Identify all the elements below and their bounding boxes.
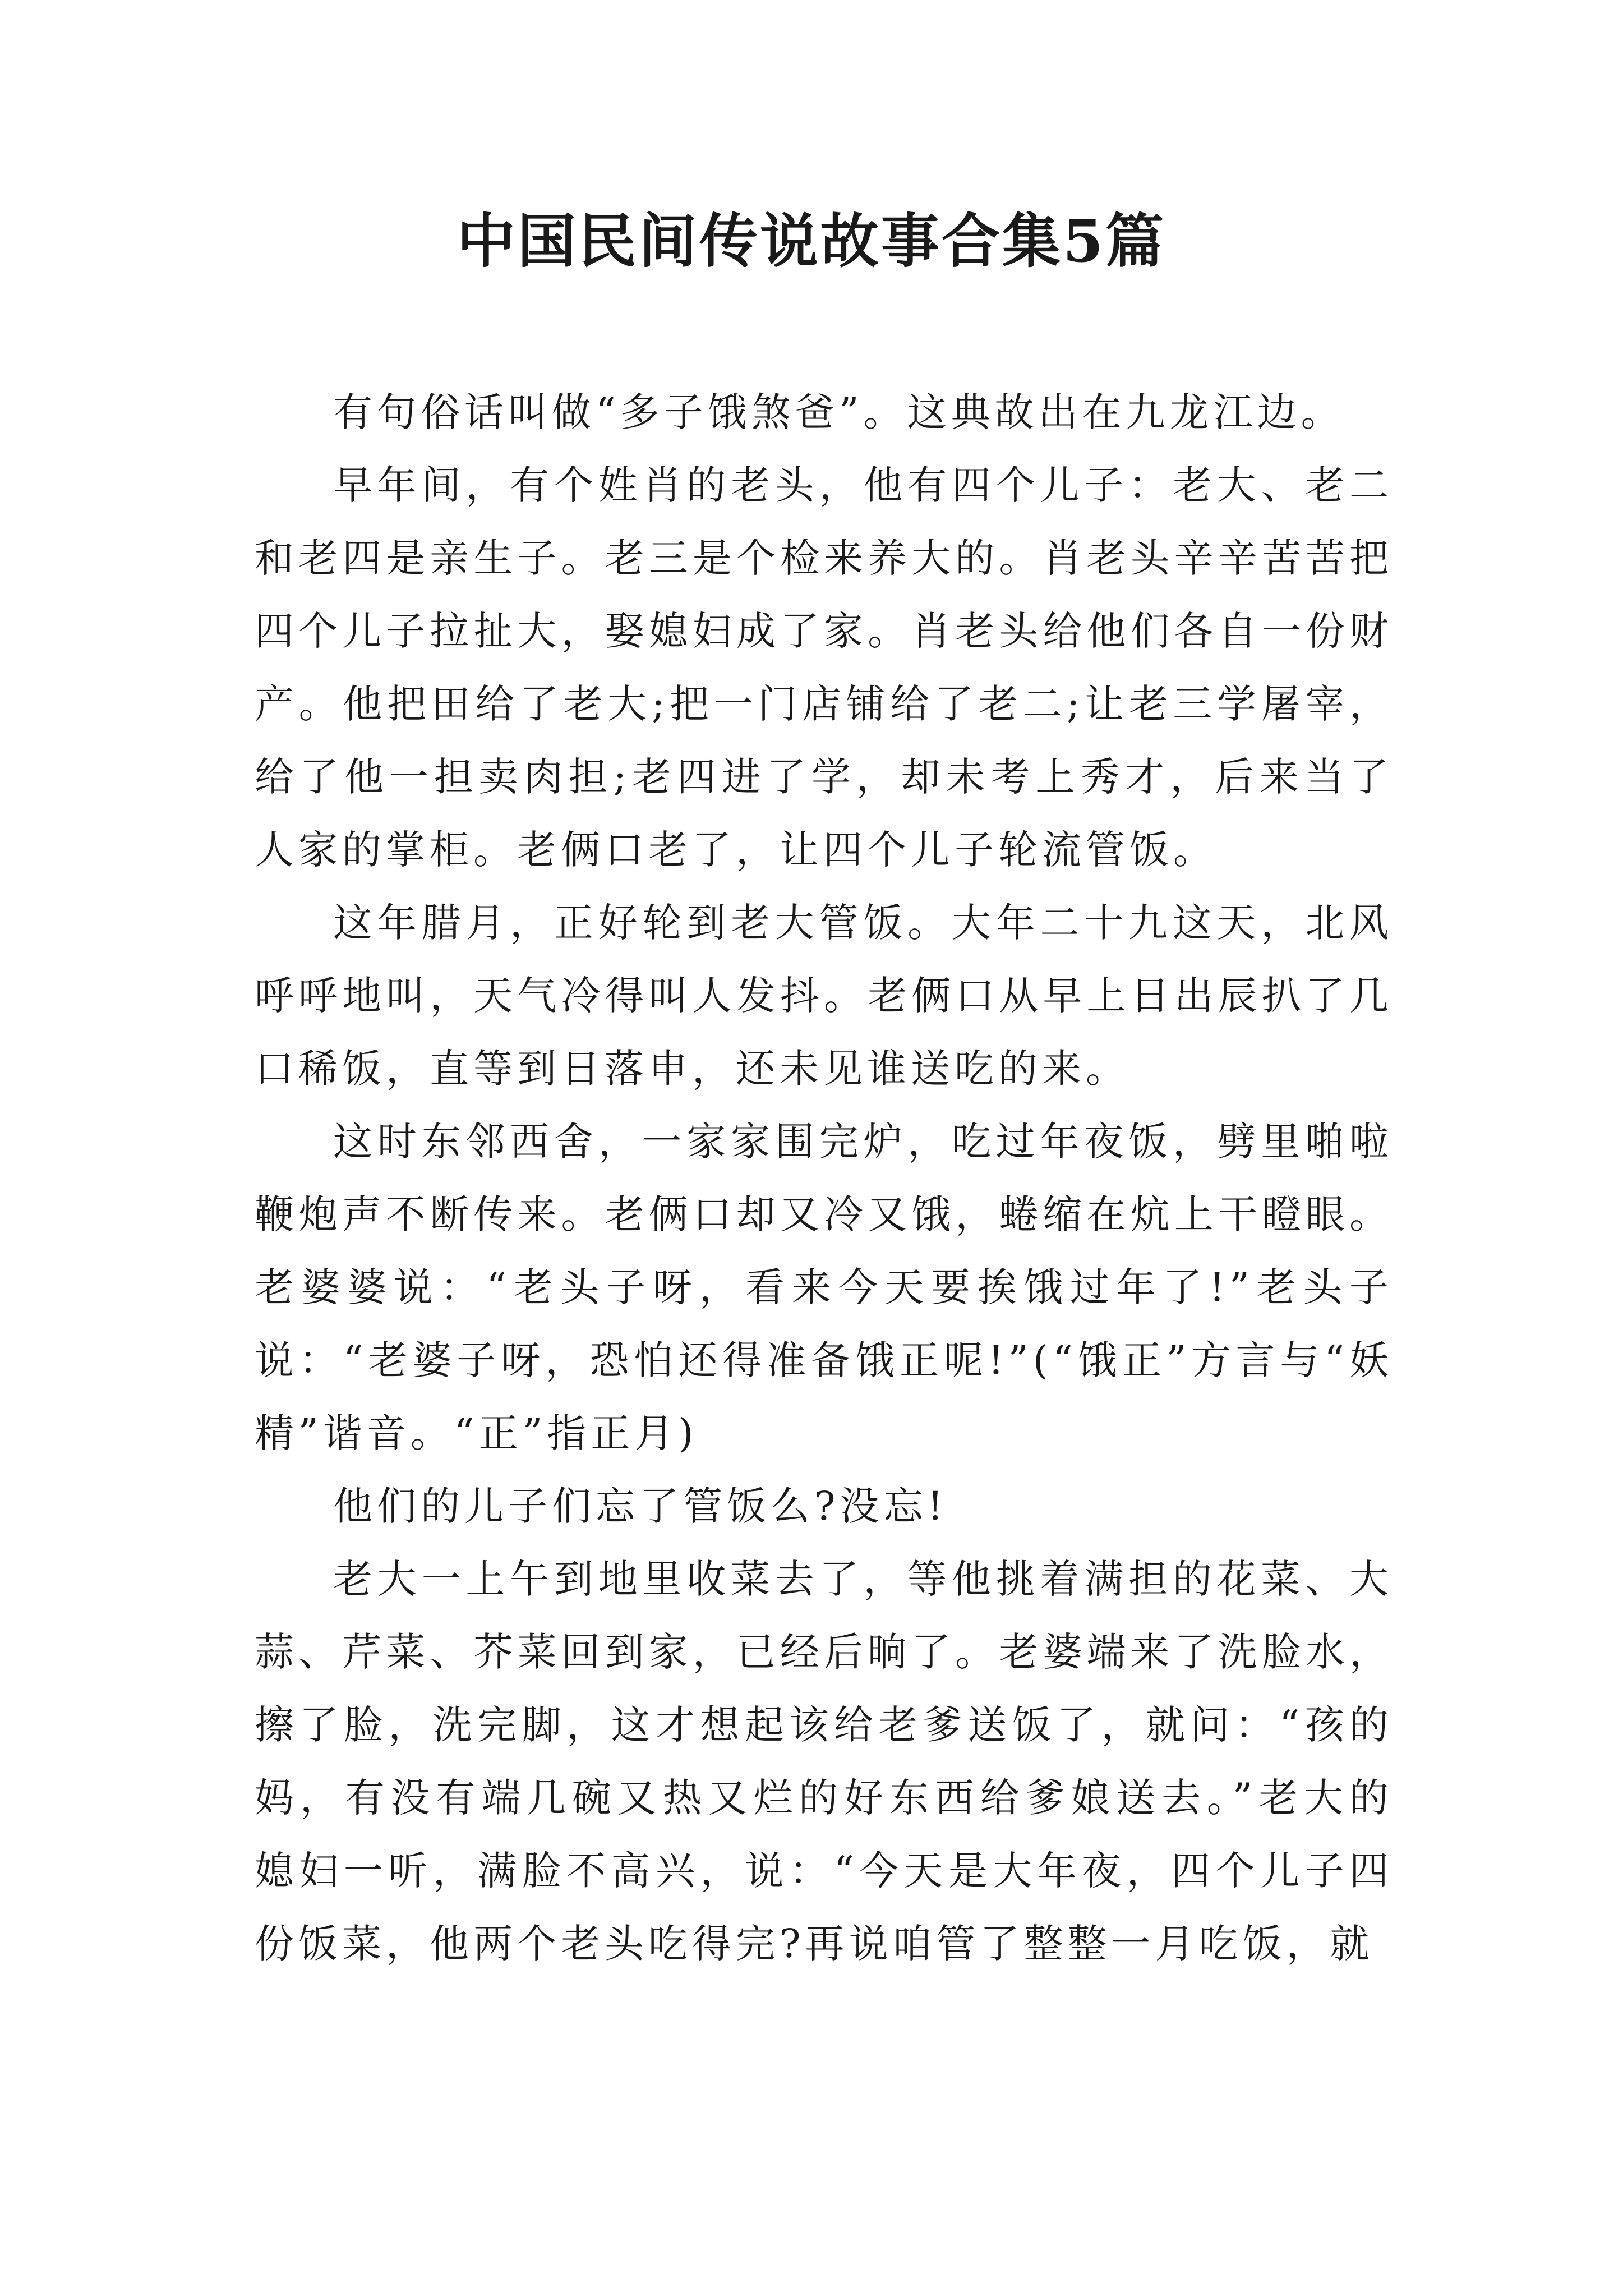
paragraph-4: 这时东邻西舍，一家家围完炉，吃过年夜饭，劈里啪啦鞭炮声不断传来。老俩口却又冷又饿，蜷缩在炕上干瞪眼。老婆婆说：“老头子呀，看来今天要挨饿过年了!”老头子说：“老婆子呀，恐怕还得准备饿正呢!”(“饿正”方言与“妖精”谐音。“正”指正月): [255, 1119, 1393, 1456]
document-title: 中国民间传说故事合集5篇: [457, 206, 1166, 275]
document-body: [255, 376, 1393, 1980]
paragraph-1: 有句俗话叫做“多子饿煞爸”。这典故出在九龙江边。: [333, 389, 1345, 435]
paragraph-3: 这年腊月，正好轮到老大管饭。大年二十九这天，北风呼呼地叫，天气冷得叫人发抖。老俩口从早上日出辰扒了几口稀饭，直等到日落申，还未见谁送吃的来。: [255, 900, 1393, 1092]
paragraph-2: 早年间，有个姓肖的老头，他有四个儿子：老大、老二和老四是亲生子。老三是个检来养大的。肖老头辛辛苦苦把四个儿子拉扯大，娶媳妇成了家。肖老头给他们各自一份财产。他把田给了老大;把一门店铺给了老二;让老三学屠宰，给了他一担卖肉担;老四进了学，却未考上秀才，后来当了人家的掌柜。老俩口老了，让四个儿子轮流管饭。: [255, 462, 1393, 873]
paragraph-6: 老大一上午到地里收菜去了，等他挑着满担的花菜、大蒜、芹菜、芥菜回到家，已经后晌了。老婆端来了洗脸水，擦了脸，洗完脚，这才想起该给老爹送饭了，就问：“孩的妈，有没有端几碗又热又烂的好东西给爹娘送去。”老大的媳妇一听，满脸不高兴，说：“今天是大年夜，四个儿子四份饭菜，他两个老头吃得完?再说咱管了整整一月吃饭，就: [255, 1556, 1393, 1967]
paragraph-5: 他们的儿子们忘了管饭么?没忘!: [333, 1483, 948, 1529]
